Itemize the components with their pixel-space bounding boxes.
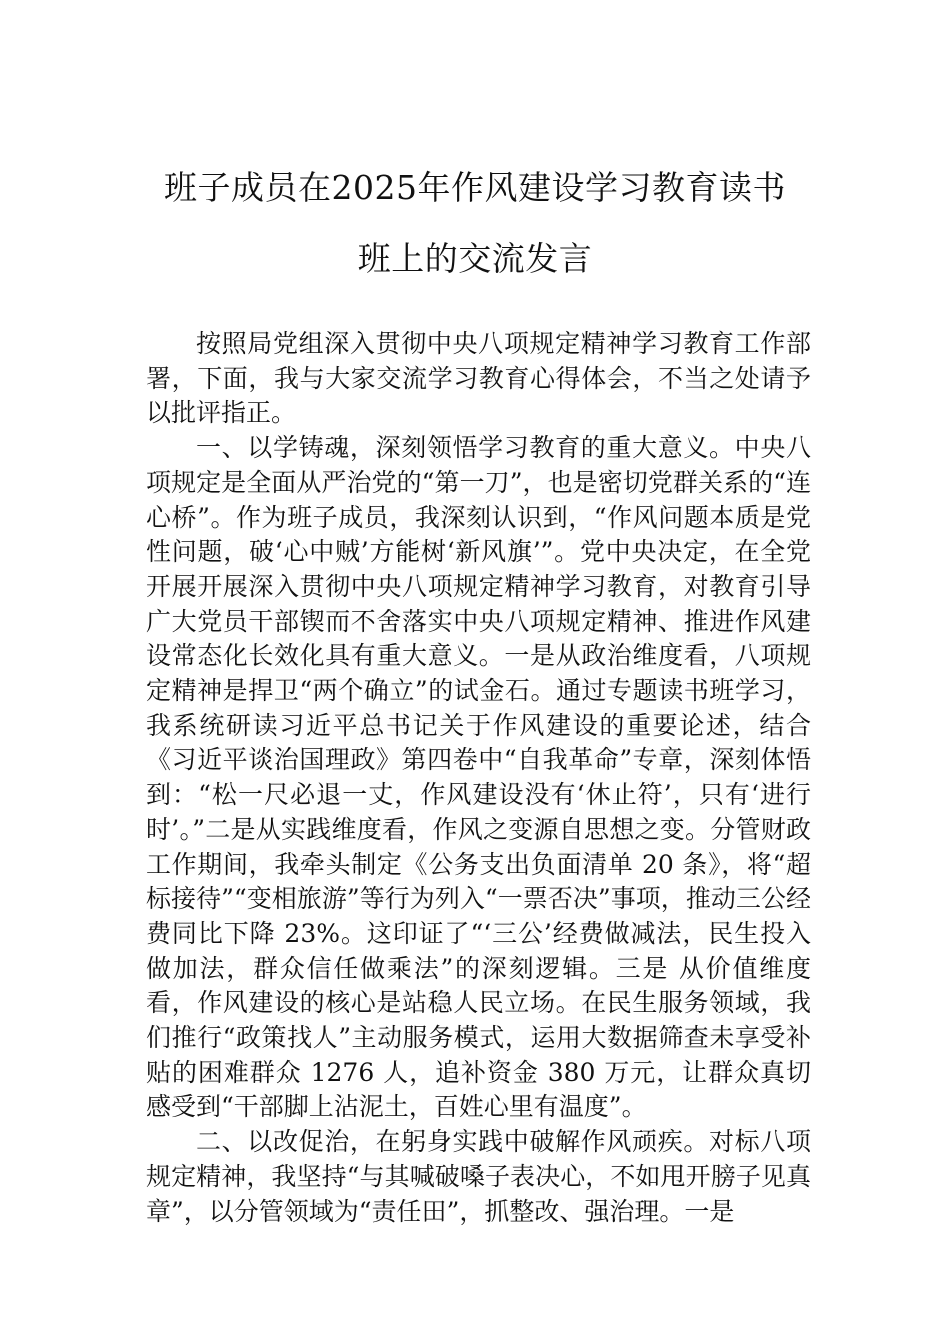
paragraph-text: 按照局党组深入贯彻中央八项规定精神学习教育工作部署，下面，我与大家交流学习教育心得体会，不当之处请予以批评指正。 (146, 329, 811, 428)
paragraph-intro (146, 327, 811, 431)
section-heading: 一、以学铸魂，深刻领悟学习教育的重大意义。 (196, 433, 735, 463)
document-title-line-1: 班子成员在2025年作风建设学习教育读书 (164, 168, 786, 207)
document-body (146, 327, 811, 1229)
paragraph-text: 中央八项规定是全面从严治党的“第一刀”，也是密切党群关系的“连心桥”。作为班子成员，我深刻认识到，“作风问题本质是党性问题，破‘心中贼’方能树‘新风旗’”。党中央决定，在全党开展开展深入贯彻中央八项规定精神学习教育，对教育引导广大党员干部锲而不舍落实中央八项规定精神、推进作风建设常态化长效化具有重大意义。一是从政治维度看，八项规定精神是捍卫“两个确立”的试金石。通过专题读书班学习，我系统研读习近平总书记关于作风建设的重要论述，结合《习近平谈治国理政》第四卷中“自我革命”专章，深刻体悟到：“松一尺必退一丈，作风建设没有‘休止符’，只有‘进行时’。”二是从实践维度看，作风之变源自思想之变。分管财政工作期间，我牵头制定《公务支出负面清单 20 条》，将“超标接待”“变相旅游”等行为列入“一票否决”事项，推动三公经费同比下降 23%。这印证了“‘三公’经费做减法，民生投入做加法，群众信任做乘法”的深刻逻辑。三是 从价值维度看，作风建设的核心是站稳人民立场。在民生服务领域，我们推行“政策找人”主动服务模式，运用大数据筛查未享受补贴的困难群众 1276 人，追补资金 380 万元，让群众真切感受到“干部脚上沾泥土，百姓心里有温度”。 (146, 433, 811, 1122)
paragraph-text: 对标八项规定精神，我坚持“与其喊破嗓子表决心，不如甩开膀子见真章”，以分管领域为“责任田”，抓整改、强治理。一是 (146, 1127, 811, 1226)
document-title-line-2: 班上的交流发言 (357, 239, 593, 278)
paragraph-section-2 (146, 1125, 811, 1229)
paragraph-section-1 (146, 431, 811, 1125)
section-heading: 二、以改促治，在躬身实践中破解作风顽疾。 (196, 1127, 710, 1157)
